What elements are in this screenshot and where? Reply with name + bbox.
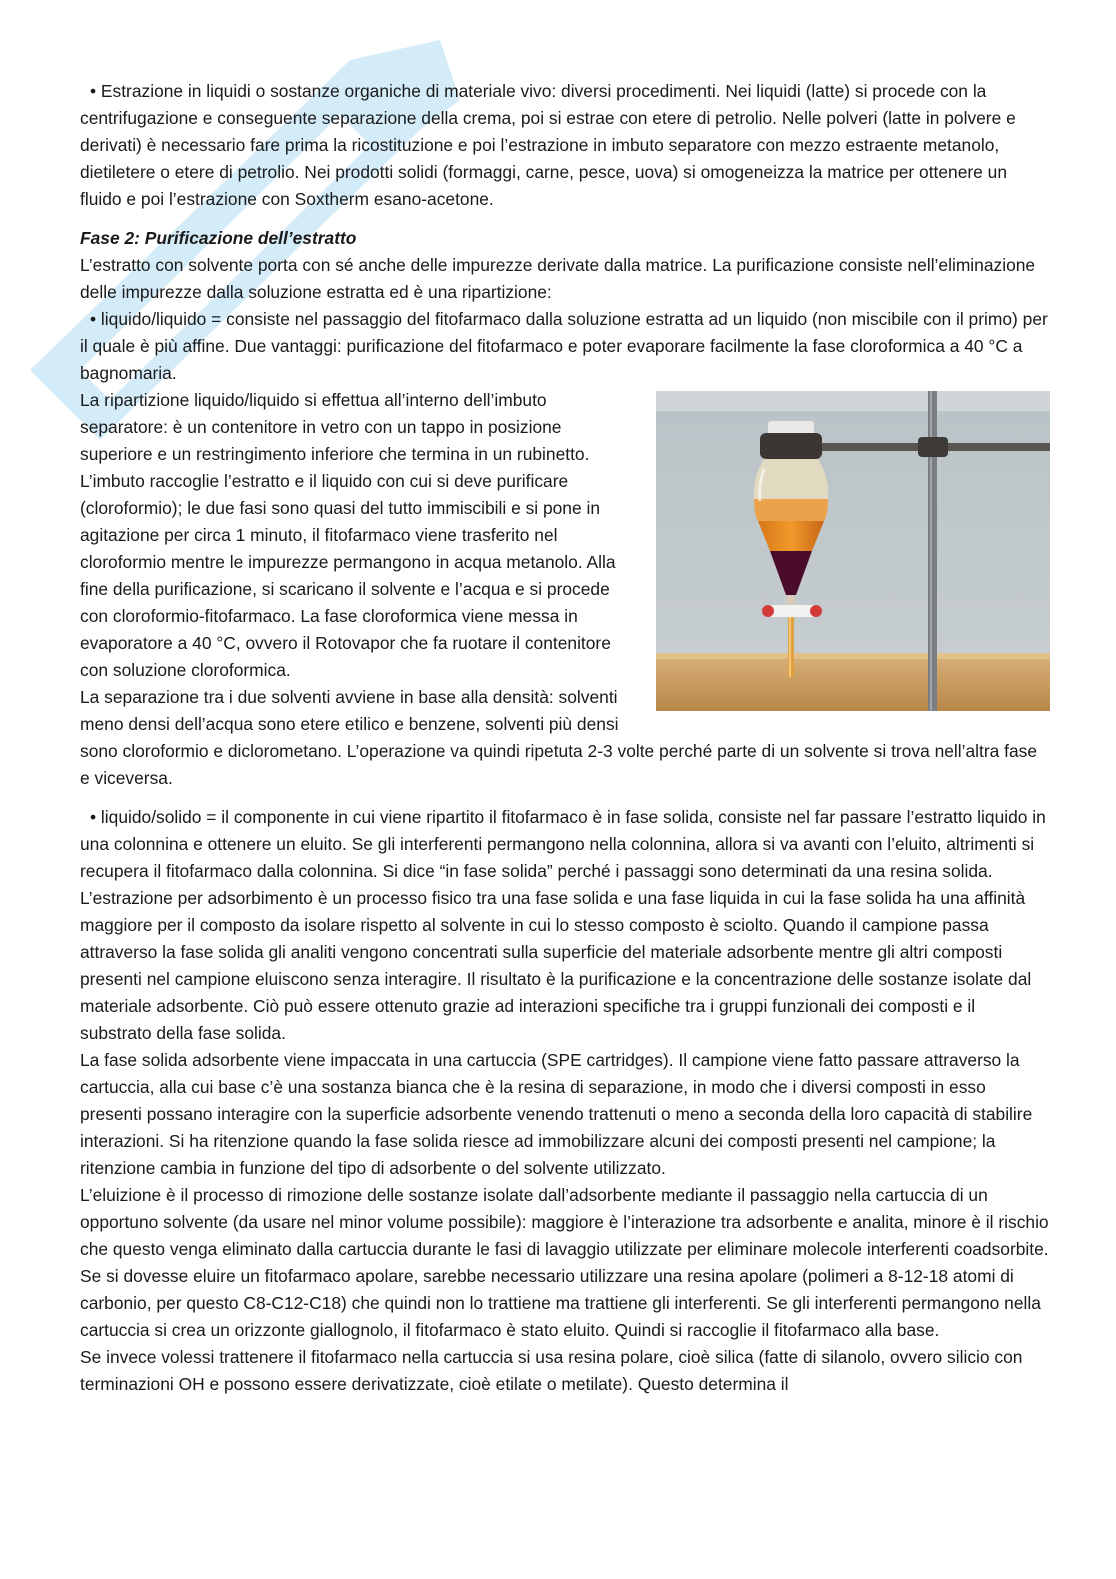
paragraph-adsorption: L’estrazione per adsorbimento è un processo fisico tra una fase solida e una fase liquida in cui la fase solida ha una affinità maggiore per il composto da isolare rispetto al solvente in cui lo stesso composto è sciolto. Quando il campione passa attraverso la fase solida gli analiti vengono concentrati sulla superficie del materiale adsorbente mentre gli altri composti presenti nel campione eluiscono senza interagire. Il risultato è la purificazione e la concentrazione delle sostanze isolate dal materiale adsorbente. Ciò può essere ottenuto grazie ad interazioni specifiche tra i gruppi funzionali dei composti e il substrato della fase solida. (80, 888, 1032, 1043)
paragraph-elution: L’eluizione è il processo di rimozione delle sostanze isolate dall’adsorbente mediante il passaggio nella cartuccia di un opportuno solvente (da usare nel minor volume possibile): maggiore è l’interazione tra adsorbente e analita, minore è il rischio che questo venga eliminato dalla cartuccia durante le fasi di lavaggio utilizzate per eliminare molecole interferenti coadsorbite. (80, 1185, 1049, 1259)
separatory-funnel-photo (656, 391, 1050, 711)
paragraph-purification-intro: L’estratto con solvente porta con sé anche delle impurezze derivate dalla matrice. La purificazione consiste nell’eliminazione delle impurezze dalla soluzione estratta ed è una ripartizione: (80, 255, 1036, 302)
paragraph-liquid-solid: • liquido/solido = il componente in cui viene ripartito il fitofarmaco è in fase solida, consiste nel far passare l’estratto liquido in una colonnina e ottenere un eluito. Se gli interferenti permangono nella colonnina, allora si va avanti con l’eluito, altrimenti si recupera il fitofarmaco dalla colonnina. Si dice “in fase solida” perché i passaggi sono determinati da una resina solida. (80, 807, 1046, 881)
paragraph-liquid-liquid: • liquido/liquido = consiste nel passaggio del fitofarmaco dalla soluzione estratta ad un liquido (non miscibile con il primo) per il quale è più affine. Due vantaggi: purificazione del fitofarmaco e poter evaporare facilmente la fase cloroformica a 40 °C a bagnomaria. (80, 309, 1048, 383)
paragraph-extraction-liquids: • Estrazione in liquidi o sostanze organiche di materiale vivo: diversi procedimenti. Nei liquidi (latte) si procede con la centrifugazione e conseguente separazione della crema, poi si estrae con etere di petrolio. Nelle polveri (latte in polvere e derivati) è necessario fare prima la ricostituzione e poi l’estrazione in imbuto separatore con mezzo estraente metanolo, dietiletere o etere di petrolio. Nei prodotti solidi (formaggi, carne, pesce, uova) si omogeneizza la matrice per ottenere un fluido e poi l’estrazione con Soxtherm esano-acetone. (80, 81, 1016, 209)
separatory-funnel-image (656, 391, 1050, 711)
paragraph-density-separation: La separazione tra i due solventi avviene in base alla densità: solventi meno densi dell’acqua sono etere etilico e benzene, solventi più densi sono cloroformio e diclorometano. L’operazione va quindi ripetuta 2-3 volte perché parte di un solvente si trova nell’altra fase e viceversa. (80, 687, 1038, 788)
paragraph-spe-cartridges: La fase solida adsorbente viene impaccata in una cartuccia (SPE cartridges). Il campione viene fatto passare attraverso la cartuccia, alla cui base c’è una sostanza bianca che è la resina di separazione, in modo che i diversi composti in esso presenti possano interagire con la superficie adsorbente venendo trattenuti o meno a seconda della loro capacità di stabilire interazioni. Si ha ritenzione quando la fase solida riesce ad immobilizzare alcuni dei composti presenti nel campione; la ritenzione cambia in funzione del tipo di adsorbente o del solvente utilizzato. (80, 1050, 1033, 1178)
paragraph-apolar-resin: Se si dovesse eluire un fitofarmaco apolare, sarebbe necessario utilizzare una resina apolare (polimeri a 8-12-18 atomi di carbonio, per questo C8-C12-C18) che quindi non lo trattiene ma trattiene gli interferenti. Se gli interferenti permangono nella cartuccia si crea un orizzonte giallognolo, il fitofarmaco è stato eluito. Quindi si raccoglie il fitofarmaco alla base. (80, 1266, 1041, 1340)
paragraph-separatory-funnel: La ripartizione liquido/liquido si effettua all’interno dell’imbuto separatore: è un contenitore in vetro con un tappo in posizione superiore e un restringimento inferiore che termina in un rubinetto. L’imbuto raccoglie l’estratto e il liquido con cui si deve purificare (cloroformio); le due fasi sono quasi del tutto immiscibili e si pone in agitazione per circa 1 minuto, il fitofarmaco viene trasferito nel cloroformio mentre le impurezze permangono in acqua metanolo. Alla fine della purificazione, si scaricano il solvente e l’acqua e si procede con cloroformio-fitofarmaco. La fase cloroformica viene messa in evaporatore a 40 °C, ovvero il Rotovapor che fa ruotare il contenitore con soluzione cloroformica. (80, 390, 616, 680)
document-body (80, 78, 1050, 1398)
paragraph-polar-resin: Se invece volessi trattenere il fitofarmaco nella cartuccia si usa resina polare, cioè silica (fatte di silanolo, ovvero silicio con terminazioni OH e possono essere derivatizzate, cioè etilate o metilate). Questo determina il (80, 1347, 1023, 1394)
section-heading-fase-2: Fase 2: Purificazione dell’estratto (80, 228, 357, 248)
